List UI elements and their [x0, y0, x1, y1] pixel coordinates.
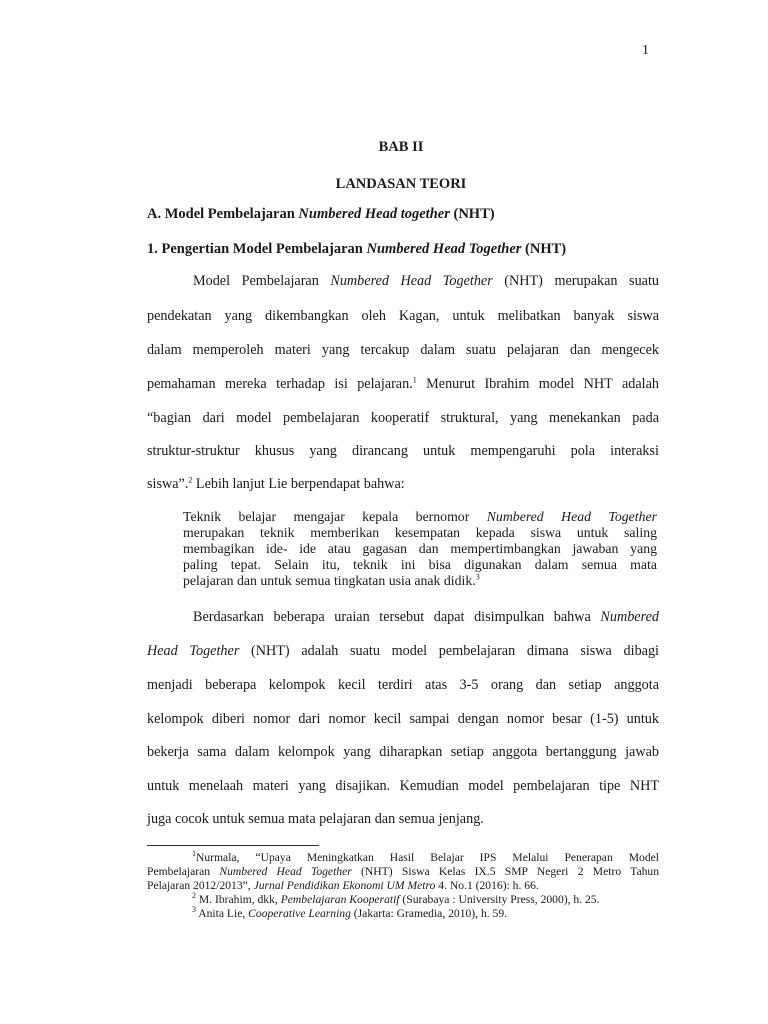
footnote-separator	[147, 845, 319, 846]
block-quote	[183, 509, 657, 589]
chapter-heading: BAB II	[378, 139, 424, 155]
footnote-ref: 3	[475, 572, 480, 582]
section-a-heading: A. Model Pembelajaran Numbered Head together (NHT)	[147, 206, 495, 222]
text-line: struktur-struktur khusus yang dirancang untuk mempengaruhi pola interaksi	[147, 443, 659, 459]
chapter-title: LANDASAN TEORI	[335, 176, 467, 192]
quote-line: Teknik belajar mengajar kepala bernomor Numbered Head Together	[183, 509, 657, 524]
footnote-1-cont: Pelajaran 2012/2013”, Jurnal Pendidikan Ekonomi UM Metro 4. No.1 (2016): h. 66.	[147, 879, 539, 892]
text-line: “bagian dari model pembelajaran kooperatif struktural, yang menekankan pada	[147, 410, 659, 426]
footnote-2: $^2$ M. Ibrahim, dkk, Pembelajaran Kooperatif (Surabaya : University Press, 2000), h. 25.	[192, 891, 600, 906]
footnote-ref: 2	[188, 475, 193, 485]
text-line: menjadi beberapa kelompok kecil terdiri atas 3-5 orang dan setiap anggota	[147, 677, 659, 693]
footnote-3: $^3$ Anita Lie, Cooperative Learning (Jakarta: Gramedia, 2010), h. 59.	[192, 905, 508, 920]
text-line: juga cocok untuk semua mata pelajaran dan semua jenjang.	[147, 811, 484, 827]
text-line: pendekatan yang dikembangkan oleh Kagan, untuk melibatkan banyak siswa	[147, 308, 659, 324]
text-line: bekerja sama dalam kelompok yang diharapkan setiap anggota bertanggung jawab	[147, 744, 659, 760]
quote-line: membagikan ide- ide atau gagasan dan mempertimbangkan jawaban yang	[183, 541, 657, 556]
text-line: pemahaman mereka terhadap isi pelajaran.$^1$ Menurut Ibrahim model NHT adalah	[147, 375, 660, 392]
text-line: dalam memperoleh materi yang tercakup dalam suatu pelajaran dan mengecek	[147, 342, 659, 358]
text-line: siswa”.$^2$ Lebih lanjut Lie berpendapat bahwa:	[147, 475, 405, 492]
footnote-ref: 1	[412, 375, 417, 385]
text-line: kelompok diberi nomor dari nomor kecil sampai dengan nomor besar (1-5) untuk	[147, 711, 659, 727]
text-line: untuk menelaah materi yang disajikan. Kemudian model pembelajaran tipe NHT	[147, 778, 659, 794]
footnote-1-cont: Pembelajaran Numbered Head Together (NHT) Siswa Kelas IX.5 SMP Negeri 2 Metro Tahun	[147, 865, 659, 878]
section-1-heading: 1. Pengertian Model Pembelajaran Numbered Head Together (NHT)	[147, 241, 567, 257]
text-line: Berdasarkan beberapa uraian tersebut dapat disimpulkan bahwa Numbered	[193, 609, 659, 625]
text-line: Head Together (NHT) adalah suatu model pembelajaran dimana siswa dibagi	[147, 643, 659, 659]
footnote-1: $^1$Nurmala, “Upaya Meningkatkan Hasil Belajar IPS Melalui Penerapan Model	[192, 849, 659, 864]
page-number: 1	[642, 43, 649, 58]
quote-line: pelajaran dan untuk semua tingkatan usia anak didik.$^3$	[183, 572, 480, 588]
text-line: Model Pembelajaran Numbered Head Together (NHT) merupakan suatu	[193, 273, 659, 289]
quote-line: merupakan teknik memberikan kesempatan kepada siswa untuk saling	[183, 525, 657, 540]
footnotes	[147, 851, 659, 921]
quote-line: paling tepat. Selain itu, teknik ini bisa digunakan dalam semua mata	[183, 557, 657, 572]
